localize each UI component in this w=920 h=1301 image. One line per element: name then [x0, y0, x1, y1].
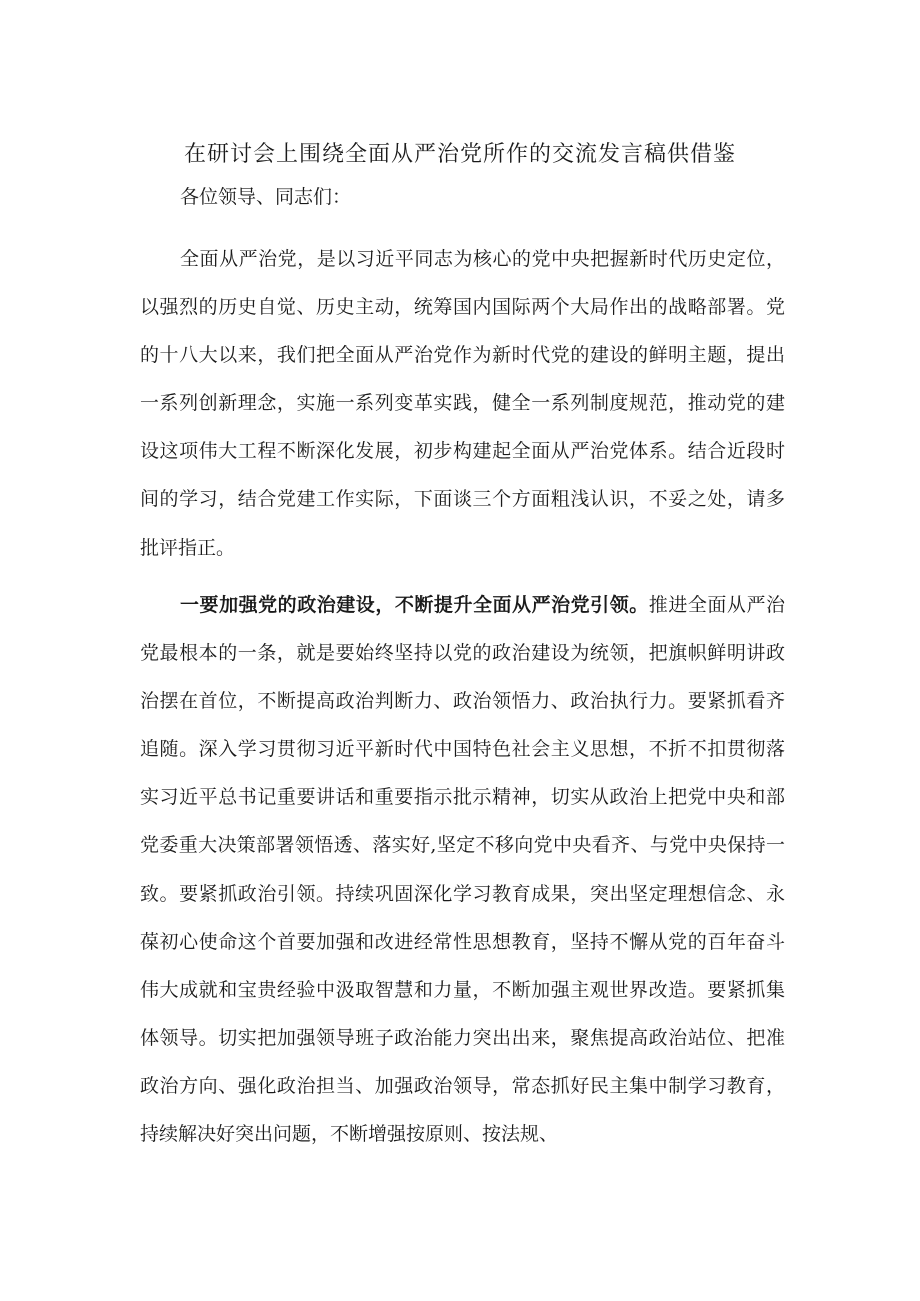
- paragraph-text: 全面从严治党，是以习近平同志为核心的党中央把握新时代历史定位，以强烈的历史自觉、历史主动，统筹国内国际两个大局作出的战略部署。党的十八大以来，我们把全面从严治党作为新时代党的建设的鲜明主题，提出一系列创新理念，实施一系列变革实践，健全一系列制度规范，推动党的建设这项伟大工程不断深化发展，初步构建起全面从严治党体系。结合近段时间的学习，结合党建工作实际，下面谈三个方面粗浅认识，不妥之处，请多批评指正。: [140, 248, 785, 559]
- paragraph-text: 推进全面从严治党最根本的一条，就是要始终坚持以党的政治建设为统领，把旗帜鲜明讲政治摆在首位，不断提高政治判断力、政治领悟力、政治执行力。要紧抓看齐追随。深入学习贯彻习近平新时代中国特色社会主义思想，不折不扣贯彻落实习近平总书记重要讲话和重要指示批示精神，切实从政治上把党中央和部党委重大决策部署领悟透、落实好,坚定不移向党中央看齐、与党中央保持一致。要紧抓政治引领。持续巩固深化学习教育成果，突出坚定理想信念、永葆初心使命这个首要加强和改进经常性思想教育，坚持不懈从党的百年奋斗伟大成就和宝贵经验中汲取智慧和力量，不断加强主观世界改造。要紧抓集体领导。切实把加强领导班子政治能力突出出来，聚焦提高政治站位、把准政治方向、强化政治担当、加强政治领导，常态抓好民主集中制学习教育，持续解决好突出问题，不断增强按原则、按法规、: [140, 594, 785, 1146]
- salutation: 各位领导、同志们：: [180, 186, 352, 208]
- paragraph-intro: [140, 235, 785, 572]
- paragraph-point-one: [140, 581, 785, 1158]
- paragraph-lead-sentence: 一要加强党的政治建设，不断提升全面从严治党引领。: [180, 594, 649, 616]
- document-title: 在研讨会上围绕全面从严治党所作的交流发言稿供借鉴: [183, 142, 736, 167]
